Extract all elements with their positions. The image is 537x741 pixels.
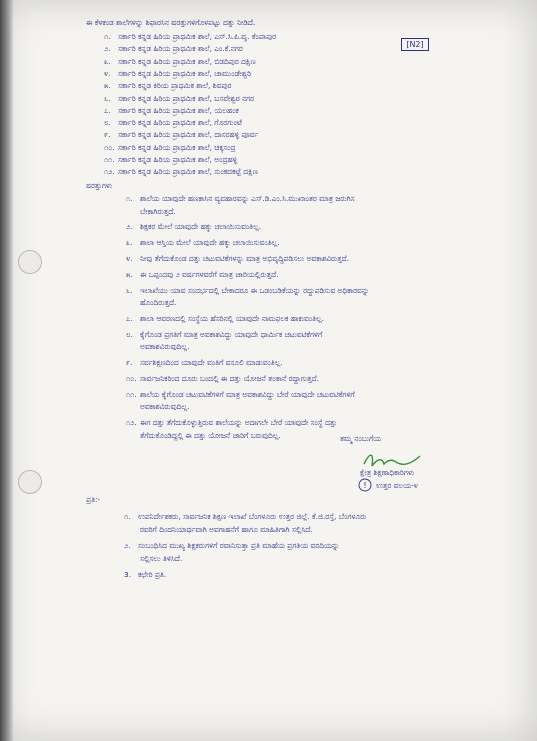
condition-text: ಸರ್ವಶಿಕ್ಷಣದಿಂದ ಯಾವುದೇ ವಂತಿಗೆ ವಸೂಲಿ ಮಾಡುವಂತಿಲ್ಲ. (140, 358, 283, 368)
school-item-text: ಸರ್ಕಾರಿ ಕನ್ನಡ ಹಿರಿಯ ಪ್ರಾಥಮಿಕ ಶಾಲೆ, ಎಂ.ಕೆ.ನಗರ (118, 44, 243, 54)
office-seal (358, 478, 372, 492)
school-item-text: ಸರ್ಕಾರಿ ಕನ್ನಡ ಹಿರಿಯ ಪ್ರಾಥಮಿಕ ಶಾಲೆ, ಬಸವೇಶ್ವರ ನಗರ (118, 93, 255, 103)
school-item (104, 57, 256, 66)
copy-line (140, 525, 313, 534)
school-item-number: ೬. (104, 93, 111, 103)
reference-number-box: [N2] (401, 38, 429, 51)
condition-line (140, 342, 189, 351)
condition-number: ೫. (126, 269, 133, 279)
signatory-title: ಕ್ಷೇತ್ರ ಶಿಕ್ಷಣಾಧಿಕಾರಿಗಳು (360, 468, 415, 477)
punch-hole-mark (18, 470, 42, 494)
copy-number: 3. (124, 569, 132, 579)
school-item-text: ಸರ್ಕಾರಿ ಕನ್ನಡ ಹಿರಿಯ ಪ್ರಾಥಮಿಕ ಶಾಲೆ, ಎಸ್.ಸಿ.ಪಿ.ವೃ. ಕೆಂಪಾಪುರ (118, 32, 277, 41)
copy-line (124, 541, 339, 550)
school-item-number: ೪. (104, 68, 111, 78)
condition-number: ೩. (126, 238, 133, 248)
condition-number: ೧೧. (126, 389, 137, 399)
condition-text: ಕೈಗೊಂಡ ಪ್ರಗತಿಗೆ ಮಾತ್ರ ಅವಕಾಶವಿದ್ದು ಯಾವುದೇ ಧಾರ್ಮಿಕ ಚಟುವಟಿಕೆಗಳಿಗೆ (140, 329, 323, 339)
condition-text: ಶಾಲಾ ಆವರಣದಲ್ಲಿ ಸಂಸ್ಥೆಯ ಹೆಸರಿನಲ್ಲಿ ಯಾವುದೇ ನಾಮಫಲಕ ಹಾಕುವಂತಿಲ್ಲ. (140, 314, 325, 323)
condition-text: ಈ ಒಪ್ಪಂದವು ೨ ವರ್ಷಗಳವರೆಗೆ ಮಾತ್ರ ಜಾರಿಯಲ್ಲಿರುತ್ತದೆ. (140, 269, 279, 279)
condition-line (140, 431, 281, 440)
condition-text: ಶಾಲಾ ಆಸ್ತಿಯ ಮೇಲೆ ಯಾವುದೇ ಹಕ್ಕು ಚಲಾಯಿಸುವಂತಿಲ್ಲ. (140, 238, 280, 248)
intro-line: ಈ ಕೆಳಕಂಡ ಶಾಲೆಗಳನ್ನು ಶಿಫಾರಸಿನ ಷರತ್ತುಗಳಿಗೊಳಪಟ್ಟು ದತ್ತು ನೀಡಿದೆ. (86, 18, 256, 27)
school-item (104, 81, 231, 90)
school-item-text: ಸರ್ಕಾರಿ ಕನ್ನಡ ಹಿರಿಯ ಪ್ರಾಥಮಿಕ ಶಾಲೆ, ಯಲಹಂಕ (118, 105, 239, 115)
copy-text: ಸಲ್ಲಿಸಲು ತಿಳಿಸಿದೆ. (140, 554, 183, 564)
condition-text: ಅವಕಾಶವಿರುವುದಿಲ್ಲ. (140, 342, 190, 352)
school-item-text: ಸರ್ಕಾರಿ ಕನ್ನಡ ಹಿರಿಯ ಪ್ರಾಥಮಿಕ ಶಾಲೆ, ಗೊರಗುಂಟೆ (118, 118, 242, 128)
condition-line (126, 222, 261, 231)
school-item (104, 143, 236, 152)
school-item-text: ಸರ್ಕಾರಿ ಕನ್ನಡ ಹಿರಿಯ ಪ್ರಾಥಮಿಕ ಶಾಲೆ, ಅಂದ್ರಹಳ್ಳಿ (118, 155, 238, 164)
school-item (104, 167, 258, 176)
school-item-number: ೭. (104, 105, 111, 115)
school-item (104, 69, 251, 78)
school-item (104, 106, 239, 115)
condition-text: ಈಗ ದತ್ತು ತೆಗೆದುಕೊಳ್ಳುತ್ತಿರುವ ಶಾಲೆಯನ್ನು ಅದಾಗಲೇ ಬೇರೆ ಯಾವುದೇ ಸಂಸ್ಥೆ ದತ್ತು (140, 418, 337, 428)
copy-text: ಕಛೇರಿ ಪ್ರತಿ. (138, 569, 167, 579)
school-item-text: ಸರ್ಕಾರಿ ಕನ್ನಡ ಹಿರಿಯ ಪ್ರಾಥಮಿಕ ಶಾಲೆ, ಚಾಮುಂಡೇಶ್ವರಿ (118, 68, 252, 78)
condition-number: ೪. (126, 254, 133, 263)
condition-number: ೭. (126, 314, 133, 323)
school-item-text: ಸರ್ಕಾರಿ ಕನ್ನಡ ಕಿರಿಯ ಪ್ರಾಥಮಿಕ ಶಾಲೆ, ಶಿವಪುರ (118, 81, 232, 91)
condition-line (126, 374, 319, 383)
condition-line (126, 314, 324, 323)
condition-text: ಸಾರ್ವಜನಿಕರಿಂದ ದೂರು ಬಂದಲ್ಲಿ ಈ ದತ್ತು ಯೋಜನೆ ತಂತಾನೆ ರದ್ದಾಗುತ್ತದೆ. (140, 374, 319, 383)
school-item-text: ಸರ್ಕಾರಿ ಕನ್ನಡ ಹಿರಿಯ ಪ್ರಾಥಮಿಕ ಶಾಲೆ, ಚಿಕ್ಕಸಂದ್ರ (118, 142, 236, 152)
condition-text: ಶಾಲೆಯ ಕೈಗೊಂಡ ಚಟುವಟಿಕೆಗಳಿಗೆ ಮಾತ್ರ ಅವಕಾಶವಿದ್ದು ಬೇರೆ ಯಾವುದೇ ಚಟುವಟಿಕೆಗಳಿಗೆ (140, 389, 355, 399)
school-item (104, 32, 276, 41)
condition-number: ೧. (126, 194, 133, 203)
condition-line (140, 207, 176, 216)
school-item (104, 94, 254, 103)
school-item (104, 130, 258, 139)
condition-text: ನೀವು ತೆಗೆದುಕೊಂಡ ದತ್ತು ಚಟುವಟಿಕೆಗಳನ್ನು ಮಾತ್ರ ಅಭಿವೃದ್ಧಿಪಡಿಸಲು ಅವಕಾಶವಿರುತ್ತದೆ. (140, 254, 350, 263)
school-item-number: ೩. (104, 56, 111, 66)
copy-line (124, 570, 166, 579)
condition-line (126, 418, 337, 427)
condition-line (140, 298, 176, 307)
scan-edge-shadow (0, 0, 14, 741)
copy-heading: ಪ್ರತಿ:- (86, 495, 101, 504)
condition-text: ಹೊಂದಿರುತ್ತದೆ. (140, 298, 177, 308)
condition-number: ೨. (126, 222, 133, 232)
svg-text:!: ! (363, 481, 367, 490)
condition-line (126, 194, 355, 203)
copy-line (140, 554, 182, 563)
copy-text: ರವರಿಗೆ ದಿಂದನಿಯಾರ್ಥವಾಗಿ ಅವಗಾಹನೆಗೆ ಹಾಗೂ ಮಾಹಿತಿಗಾಗಿ ಸಲ್ಲಿಸಿದೆ. (140, 525, 313, 535)
school-item-number: ೧೧. (104, 155, 115, 164)
signatory-office: ಉತ್ತರ ವಲಯ-೪ (376, 481, 418, 490)
condition-text: ಶಾಲೆಯ ಯಾವುದೇ ಹಣಕಾಸಿನ ವ್ಯವಹಾರವನ್ನು ಎಸ್.ಡಿ.ಎಂ.ಸಿ.ಮುಖಾಂತರ ಮಾತ್ರ ಜರುಗಿಸ (140, 194, 355, 203)
copy-number: ೧. (124, 512, 131, 521)
closing-line: ತಮ್ಮ ನಂಬುಗೆಯ (340, 434, 382, 443)
school-item-number: ೯. (104, 130, 111, 140)
condition-number: ೬. (126, 285, 133, 295)
copy-text: ಸಂಬಂಧಿಸಿದ ಮುಖ್ಯ ಶಿಕ್ಷಕರುಗಳಿಗೆ ರವಾನಿಸುತ್ತಾ ಪ್ರತಿ ಮಾಹೆಯ ಪ್ರಗತಿಯ ವರದಿಯನ್ನು (138, 540, 340, 550)
condition-text: ಇಲಾಖೆಯು ಯಾವ ಸಂದರ್ಭದಲ್ಲಿ ಬೇಕಾದರೂ ಈ ಒಡಂಬಡಿಕೆಯನ್ನು ರದ್ದುಪಡಿಸುವ ಅಧಿಕಾರವನ್ನು (140, 285, 370, 295)
condition-line (140, 402, 189, 411)
condition-number: ೧೦. (126, 374, 137, 383)
school-item-text: ಸರ್ಕಾರಿ ಕನ್ನಡ ಹಿರಿಯ ಪ್ರಾಥಮಿಕ ಶಾಲೆ, ಬಿಡದಿಪುರ ದಕ್ಷಿಣ (118, 56, 256, 66)
copy-line (124, 512, 366, 521)
school-item (104, 155, 237, 164)
copy-text: ಉಪನಿರ್ದೇಶಕರು, ಸಾರ್ವಜನಿಕ ಶಿಕ್ಷಣ ಇಲಾಖೆ ಬೆಂಗಳೂರು ಉತ್ತರ ಜಿಲ್ಲೆ. ಕೆ.ಜಿ.ರಸ್ತೆ, ಬೆಂಗಳೂರು (138, 512, 367, 521)
copy-number: ೨. (124, 540, 131, 550)
condition-line (126, 330, 322, 339)
school-item (104, 44, 243, 53)
condition-line (126, 358, 283, 367)
condition-line (126, 390, 355, 399)
condition-text: ತೆಗೆದುಕೊಂಡಿದ್ದಲ್ಲಿ ಈ ದತ್ತು ಯೋಜನೆ ಜಾರಿಗೆ ಬರುವುದಿಲ್ಲ. (140, 430, 281, 440)
school-item-number: ೨. (104, 44, 111, 54)
school-item-number: ೫. (104, 81, 111, 91)
condition-line (126, 270, 279, 279)
school-item-number: ೧. (104, 32, 111, 41)
school-item-text: ಸರ್ಕಾರಿ ಕನ್ನಡ ಹಿರಿಯ ಪ್ರಾಥಮಿಕ ಶಾಲೆ, ದಾಸರಹಳ್ಳಿ ಪೂರ್ವ (118, 130, 259, 140)
school-item (104, 118, 242, 127)
condition-text: ಶಿಕ್ಷಕರ ಮೇಲೆ ಯಾವುದೇ ಹಕ್ಕು ಚಲಾಯಿಸುವಂತಿಲ್ಲ. (140, 222, 262, 232)
condition-text: ಅವಕಾಶವಿರುವುದಿಲ್ಲ. (140, 402, 190, 412)
condition-line (126, 238, 280, 247)
school-item-number: ೮. (104, 118, 111, 128)
school-item-number: ೧೦. (104, 142, 115, 152)
conditions-heading: ಷರತ್ತುಗಳು (86, 181, 113, 190)
punch-hole-mark (18, 250, 42, 274)
condition-number: ೮. (126, 329, 133, 339)
condition-number: ೯. (126, 358, 133, 368)
condition-line (126, 254, 349, 263)
school-item-number: ೧೨. (104, 167, 115, 177)
condition-number: ೧೨. (126, 418, 137, 428)
condition-text: ಬೇಕಾಗಿರುತ್ತದೆ. (140, 206, 176, 216)
condition-line (126, 286, 369, 295)
school-item-text: ಸರ್ಕಾರಿ ಕನ್ನಡ ಹಿರಿಯ ಪ್ರಾಥಮಿಕ ಶಾಲೆ, ಸುಂಕದಕಟ್ಟೆ ದಕ್ಷಿಣ (118, 167, 258, 177)
